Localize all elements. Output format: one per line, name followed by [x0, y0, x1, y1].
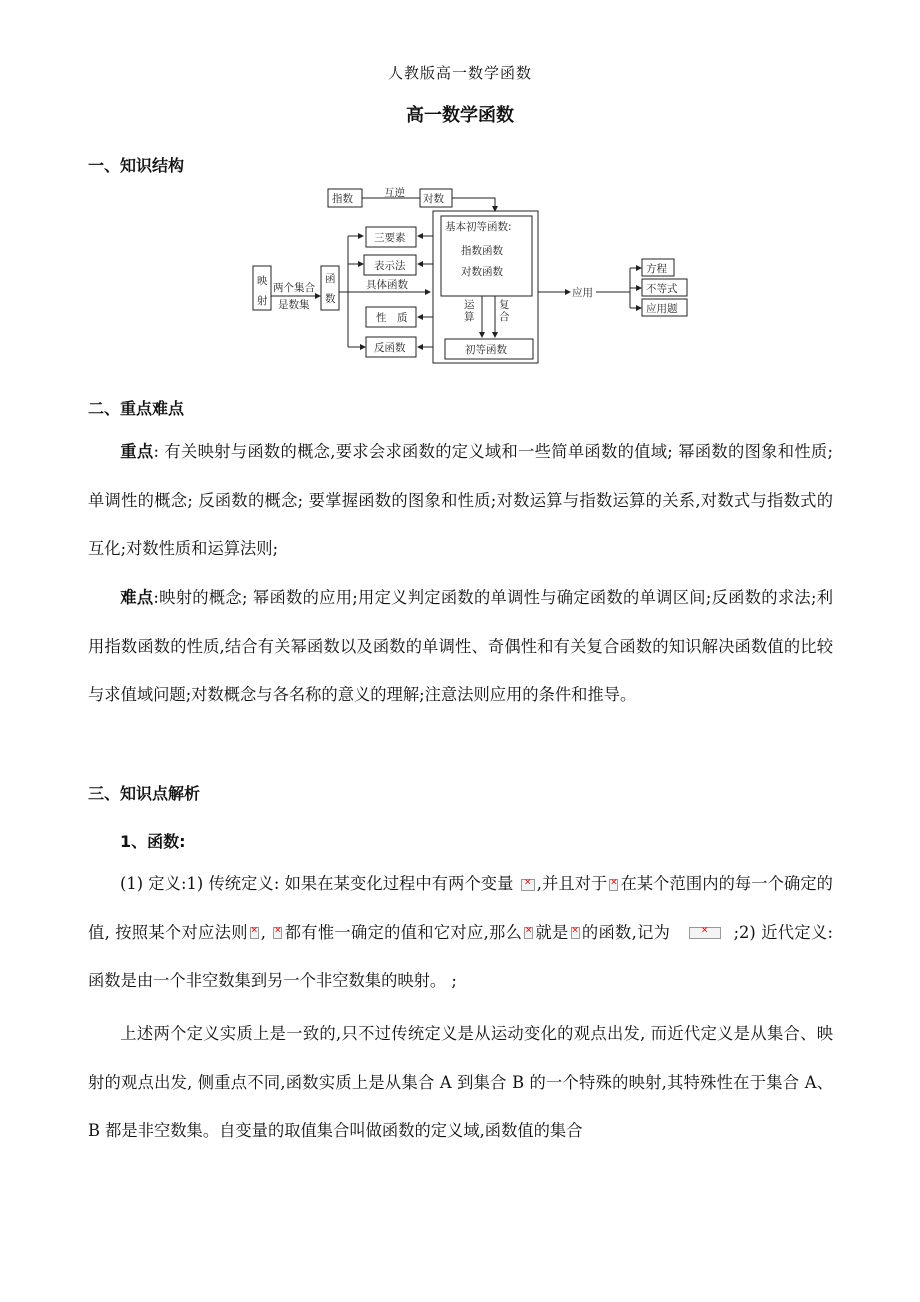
diagram-node-fanhanshu: 反函数	[374, 342, 406, 354]
def-text-2: ,并且对于	[536, 874, 608, 893]
section-heading-key-points: 二、重点难点	[88, 399, 185, 418]
diagram-node-budengshi: 不等式	[646, 283, 678, 295]
def-text-5: 都有惟一确定的值和它对应,那么	[284, 922, 523, 942]
diagram-node-sanyaosu: 三要素	[374, 232, 406, 244]
knowledge-structure-diagram	[248, 184, 698, 366]
def-text-7: 的函数,记为	[581, 922, 671, 942]
formula-image-placeholder	[689, 927, 721, 939]
diagram-node-yingshe-1: 映	[257, 275, 268, 287]
subsection-heading-function: 1、函数:	[120, 832, 186, 851]
diagram-node-jiben: 基本初等函数:	[445, 221, 512, 233]
formula-image-placeholder	[524, 927, 533, 939]
diagram-label-shishuji: 是数集	[278, 299, 310, 311]
formula-image-placeholder	[521, 879, 535, 891]
page-header: 人教版高一数学函数	[387, 64, 532, 82]
def-text-6: 就是	[535, 922, 569, 942]
diagram-label-fuhe-2: 合	[499, 311, 510, 323]
hard-label: 难点	[120, 588, 154, 607]
comparison-text: 上述两个定义实质上是一致的,只不过传统定义是从运动变化的观点出发, 而近代定义是从集合、映射的观点出发, 侧重点不同,函数实质上是从集合 A 到集合 B 的一个特殊的映射,其特殊性在于集合 A、B 都是非空数集。自变量的取值集合叫做函数的定义域,函数值的集合	[88, 1024, 833, 1140]
diagram-label-huni: 互逆	[384, 187, 405, 199]
formula-image-placeholder	[250, 927, 259, 939]
diagram-label-juti: 具体函数	[366, 279, 408, 291]
paragraph-key-points	[88, 428, 833, 574]
key-text: : 有关映射与函数的概念,要求会求函数的定义域和一些简单函数的值域; 幂函数的图象和性质; 单调性的概念; 反函数的概念; 要掌握函数的图象和性质;对数运算与指数运算的关系,对数式与指数式的互化;对数性质和运算法则;	[88, 442, 833, 558]
def-text-1: (1) 定义:1) 传统定义: 如果在某变化过程中有两个变量	[120, 874, 514, 893]
diagram-label-fuhe-1: 复	[499, 299, 510, 311]
diagram-node-yingyongti: 应用题	[646, 303, 678, 315]
diagram-label-yunsuan-2: 算	[464, 311, 475, 323]
page-title: 高一数学函数	[406, 105, 514, 126]
diagram-node-xingzhi: 性 质	[376, 312, 408, 324]
diagram-node-fangcheng: 方程	[646, 263, 667, 275]
formula-image-placeholder	[273, 927, 282, 939]
paragraph-definition-comparison	[88, 1010, 833, 1156]
diagram-label-yunsuan-1: 运	[464, 299, 475, 311]
diagram-node-hanshu-1: 函	[325, 273, 336, 285]
section-heading-structure: 一、知识结构	[88, 156, 185, 175]
key-label: 重点	[120, 442, 154, 461]
diagram-node-biaoshifa: 表示法	[374, 260, 406, 272]
diagram-label-liangge: 两个集合	[273, 282, 315, 294]
diagram-node-yingshe-2: 射	[257, 295, 268, 307]
formula-image-placeholder	[609, 879, 618, 891]
formula-image-placeholder	[571, 927, 580, 939]
def-text-4: ,	[260, 922, 266, 942]
diagram-node-zhishu: 指数	[332, 193, 353, 205]
diagram-node-duishuhanshu: 对数函数	[461, 266, 503, 278]
diagram-node-chudeng: 初等函数	[465, 344, 507, 356]
paragraph-definition	[88, 860, 833, 1006]
def-text-8: ;2) 近代定义:函数是由一个非空数集到另一个非空数集的映射。 ;	[88, 922, 833, 990]
diagram-node-yingyong: 应用	[572, 287, 593, 299]
paragraph-difficult-points	[88, 574, 833, 720]
diagram-node-zhishuhanshu: 指数函数	[461, 245, 503, 257]
def-text-3: 在某个范围内的每一个确定的值, 按照某个对应法则	[88, 874, 833, 942]
diagram-node-duishu: 对数	[423, 193, 444, 205]
section-heading-analysis: 三、知识点解析	[88, 784, 201, 803]
hard-text: :映射的概念; 幂函数的应用;用定义判定函数的单调性与确定函数的单调区间;反函数的求法;利用指数函数的性质,结合有关幂函数以及函数的单调性、奇偶性和有关复合函数的知识解决函数值的比较与求值域问题;对数概念与各名称的意义的理解;注意法则应用的条件和推导。	[88, 588, 833, 704]
diagram-node-hanshu-2: 数	[325, 293, 336, 305]
